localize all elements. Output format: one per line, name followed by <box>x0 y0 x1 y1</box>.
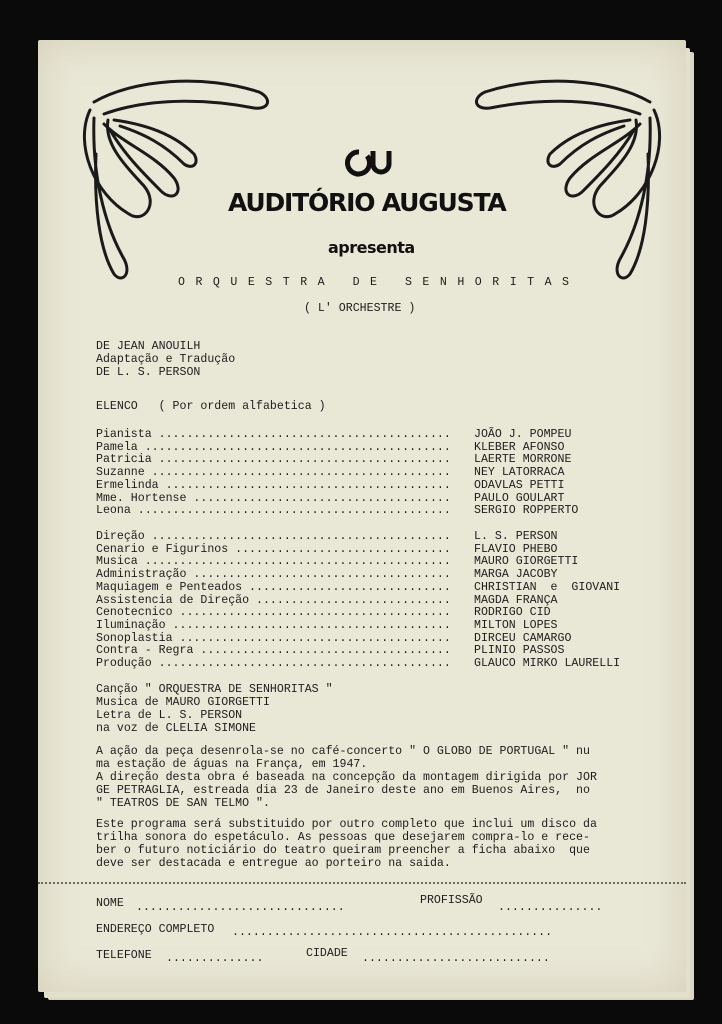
cast-row <box>96 466 564 479</box>
program-note-line: ber o futuro noticiário do teatro queiram preencher a ficha abaixo que <box>96 844 590 857</box>
role-label: Suzanne ........................................... <box>96 466 451 480</box>
song-line: Musica de MAURO GIORGETTI <box>96 696 270 709</box>
role-label: Direção ........................................... <box>96 530 451 543</box>
original-title: ( L' ORCHESTRE ) <box>304 302 416 315</box>
actor-name: PAULO GOULART <box>474 491 565 505</box>
cast-row <box>96 492 564 505</box>
crew-name: DIRCEU CAMARGO <box>474 631 572 645</box>
crew-name: MAURO GIORGETTI <box>474 555 579 569</box>
play-title: ORQUESTRA DE SENHORITAS <box>178 276 580 289</box>
actor-name: ODAVLAS PETTI <box>474 478 565 492</box>
actor-name: NEY LATORRACA <box>474 466 565 480</box>
role-label: Cenotecnico ....................................... <box>96 606 451 620</box>
role-label: Administração ..................................... <box>96 568 451 582</box>
crew-row <box>96 657 620 670</box>
crew-row <box>96 644 564 657</box>
role-label: Pamela ............................................ <box>96 440 451 454</box>
crew-row <box>96 555 578 568</box>
crew-name: MARGA JACOBY <box>474 568 558 582</box>
note-line: A ação da peça desenrola-se no café-concerto " O GLOBO DE PORTUGAL " nu <box>96 745 590 758</box>
name-label: NOME <box>96 897 124 910</box>
crew-row <box>96 543 558 556</box>
actor-name: SERGIO ROPPERTO <box>474 504 579 518</box>
crew-row <box>96 594 558 607</box>
address-field[interactable]: .............................................. <box>232 926 553 939</box>
crew-name: GLAUCO MIRKO LAURELLI <box>474 657 621 670</box>
crew-row <box>96 632 571 645</box>
crew-name: RODRIGO CID <box>474 606 551 620</box>
actor-name: JOÃO J. POMPEU <box>474 428 572 441</box>
cast-row <box>96 479 564 492</box>
crew-row <box>96 606 551 619</box>
author-line: DE JEAN ANOUILH <box>96 340 201 353</box>
role-label: Pianista .......................................... <box>96 428 451 441</box>
presents-label: apresenta <box>328 238 415 257</box>
crew-name: CHRISTIAN e GIOVANI <box>474 580 621 594</box>
program-note-line: Este programa será substituido por outro completo que inclui um disco da <box>96 818 597 831</box>
role-label: Maquiagem e Penteados ............................. <box>96 580 451 594</box>
cast-row <box>96 453 571 466</box>
profession-field[interactable]: ............... <box>498 901 603 914</box>
cast-heading: ELENCO ( Por ordem alfabetica ) <box>96 400 326 413</box>
song-line: Canção " ORQUESTRA DE SENHORITAS " <box>96 683 333 696</box>
crew-row <box>96 530 558 543</box>
note-line: GE PETRAGLIA, estreada dia 23 de Janeiro deste ano em Buenos Aires, no <box>96 784 590 797</box>
role-label: Musica ............................................ <box>96 555 451 569</box>
city-field[interactable]: ........................... <box>362 952 550 965</box>
crew-name: FLAVIO PHEBO <box>474 542 558 556</box>
cast-row <box>96 428 571 441</box>
role-label: Iluminação ........................................ <box>96 618 451 632</box>
role-label: Produção .......................................... <box>96 657 451 670</box>
note-line: " TEATROS DE SAN TELMO ". <box>96 797 270 810</box>
phone-label: TELEFONE <box>96 949 152 962</box>
program-note-line: trilha sonora do espetáculo. As pessoas que desejarem compra-lo e rece- <box>96 831 590 844</box>
crew-name: L. S. PERSON <box>474 530 558 543</box>
phone-field[interactable]: .............. <box>166 952 264 965</box>
song-line: Letra de L. S. PERSON <box>96 709 243 722</box>
venue-title: AUDITÓRIO AUGUSTA <box>228 188 506 217</box>
profession-label: PROFISSÃO <box>420 894 483 907</box>
crew-row <box>96 581 620 594</box>
crew-row <box>96 568 558 581</box>
address-label: ENDEREÇO COMPLETO <box>96 923 215 936</box>
role-label: Patricia .......................................... <box>96 453 451 467</box>
cast-row <box>96 504 578 517</box>
actor-name: LAERTE MORRONE <box>474 453 572 467</box>
song-line: na voz de CLELIA SIMONE <box>96 722 257 735</box>
role-label: Sonoplastia ....................................... <box>96 631 451 645</box>
auditorio-logo-icon <box>345 148 395 178</box>
role-label: Mme. Hortense ..................................... <box>96 491 451 505</box>
actor-name: KLEBER AFONSO <box>474 440 565 454</box>
tear-off-perforation <box>38 882 686 884</box>
role-label: Ermelinda ......................................... <box>96 478 451 492</box>
crew-row <box>96 619 558 632</box>
note-line: ma estação de águas na França, em 1947. <box>96 758 368 771</box>
role-label: Cenario e Figurinos ............................... <box>96 542 451 556</box>
adapter-line: DE L. S. PERSON <box>96 366 201 379</box>
left-corner-ornament-icon <box>74 74 274 289</box>
note-line: A direção desta obra é baseada na concepção da montagem dirigida por JOR <box>96 771 597 784</box>
program-note-line: deve ser destacada e entregue ao porteiro na saida. <box>96 857 451 870</box>
crew-name: MILTON LOPES <box>474 618 558 632</box>
role-label: Contra - Regra .................................... <box>96 644 451 658</box>
adaptation-line: Adaptação e Tradução <box>96 353 236 366</box>
role-label: Assistencia de Direção ............................ <box>96 593 451 607</box>
right-corner-ornament-icon <box>470 74 670 289</box>
cast-row <box>96 441 564 454</box>
name-field[interactable]: .............................. <box>136 901 345 914</box>
crew-name: MAGDA FRANÇA <box>474 593 558 607</box>
city-label: CIDADE <box>306 947 348 960</box>
role-label: Leona ............................................. <box>96 504 451 518</box>
crew-name: PLINIO PASSOS <box>474 644 565 658</box>
